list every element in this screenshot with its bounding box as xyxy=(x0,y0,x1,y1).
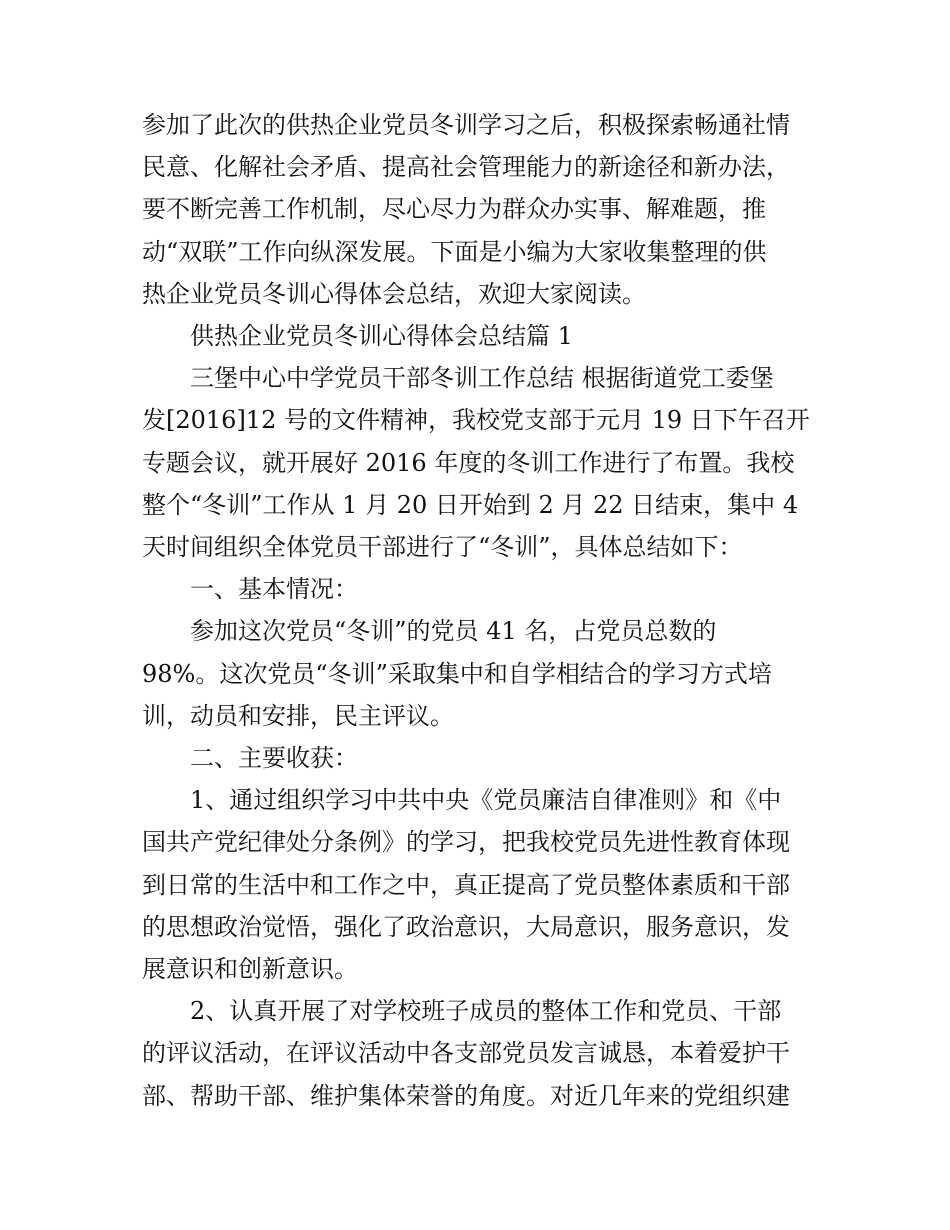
paragraph-line: 的思想政治觉悟，强化了政治意识，大局意识，服务意识，发 xyxy=(142,912,790,941)
paragraph-first-line: 2、认真开展了对学校班子成员的整体工作和党员、干部 xyxy=(190,997,782,1026)
paragraph-line: 部、帮助干部、维护集体荣誉的角度。对近几年来的党组织建 xyxy=(142,1081,790,1110)
paragraph-line: 到日常的生活中和工作之中，真正提高了党员整体素质和干部 xyxy=(142,870,790,899)
paragraph-first-line: 参加这次党员“冬训”的党员 41 名，占党员总数的 xyxy=(190,617,717,646)
paragraph-first-line: 三堡中心中学党员干部冬训工作总结 根据街道党工委堡 xyxy=(190,364,774,393)
paragraph-line: 国共产党纪律处分条例》的学习，把我校党员先进性教育体现 xyxy=(142,828,790,857)
paragraph-line: 动“双联”工作向纵深发展。下面是小编为大家收集整理的供 xyxy=(142,237,767,266)
paragraph-line: 的评议活动，在评议活动中各支部党员发言诚恳，本着爱护干 xyxy=(142,1039,790,1068)
paragraph-line: 98%。这次党员“冬训”采取集中和自学相结合的学习方式培 xyxy=(142,659,772,688)
paragraph-line: 热企业党员冬训心得体会总结，欢迎大家阅读。 xyxy=(142,279,646,308)
paragraph-line: 发[2016]12 号的文件精神，我校党支部于元月 19 日下午召开 xyxy=(142,406,810,435)
paragraph-first-line: 1、通过组织学习中共中央《党员廉洁自律准则》和《中 xyxy=(190,786,782,815)
paragraph-line: 参加了此次的供热企业党员冬训学习之后，积极探索畅通社情 xyxy=(142,111,790,139)
paragraph-line: 民意、化解社会矛盾、提高社会管理能力的新途径和新办法， xyxy=(142,153,790,182)
paragraph-first-line: 二、主要收获： xyxy=(190,744,358,772)
paragraph-line: 整个“冬训”工作从 1 月 20 日开始到 2 月 22 日结束，集中 4 xyxy=(142,490,799,519)
paragraph-line: 训，动员和安排，民主评议。 xyxy=(142,701,454,730)
paragraph-line: 展意识和创新意识。 xyxy=(142,955,358,983)
paragraph-first-line: 一、基本情况： xyxy=(190,575,358,604)
paragraph-first-line: 供热企业党员冬训心得体会总结篇 1 xyxy=(190,322,573,350)
paragraph-line: 专题会议，就开展好 2016 年度的冬训工作进行了布置。我校 xyxy=(142,448,795,477)
paragraph-line: 天时间组织全体党员干部进行了“冬训”，具体总结如下： xyxy=(142,533,743,561)
paragraph-line: 要不断完善工作机制，尽心尽力为群众办实事、解难题，推 xyxy=(142,195,766,224)
